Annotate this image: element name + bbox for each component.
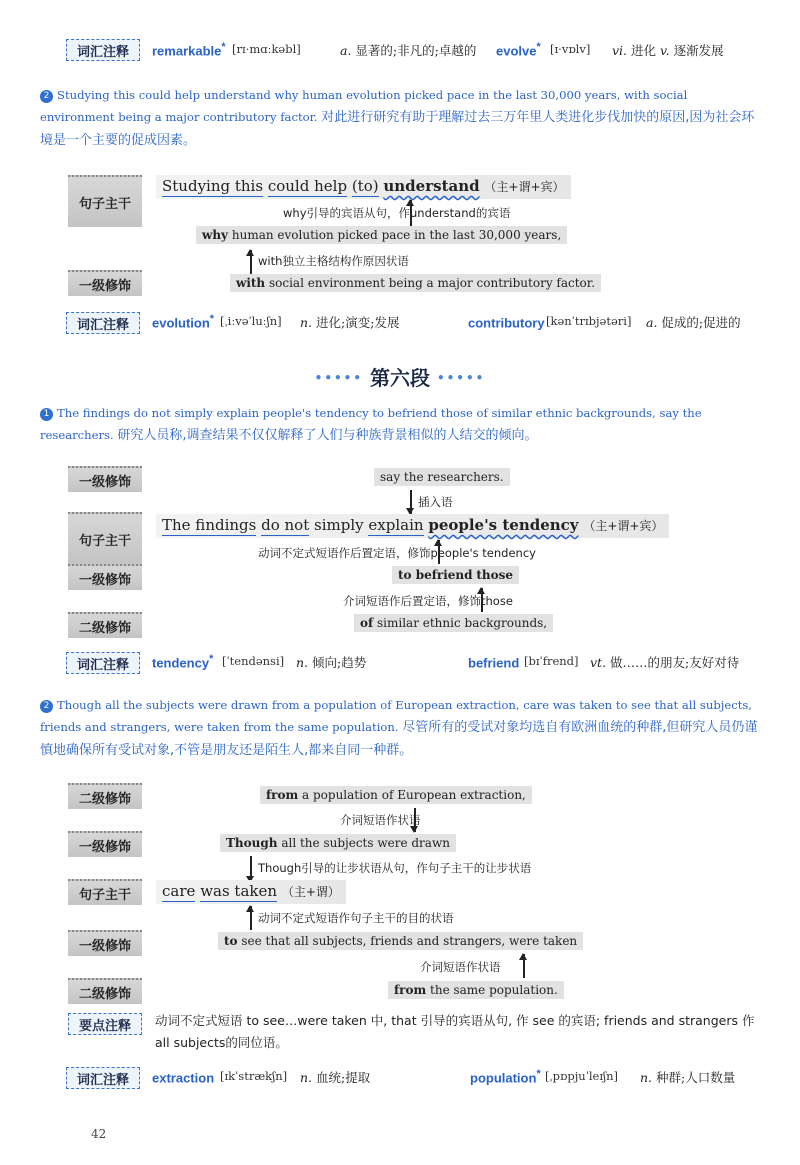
keypoint-text: 动词不定式短语 to see…were taken 中, that 引导的宾语从句, 作 see 的宾语; friends and strangers 作 all subjects的同位语。 [155,1013,755,1050]
vocab-label: 词汇注释 [66,1067,140,1089]
vocab-word: evolve* [496,41,541,59]
number-badge: 1 [40,408,53,421]
number-badge: 2 [40,700,53,713]
note-purpose: 动词不定式短语作句子主干的目的状语 [258,911,454,925]
note-parenthesis: 插入语 [418,495,453,509]
note-with-clause: with独立主格结构作原因状语 [258,254,409,268]
diagram-main-line [156,880,346,904]
vocab-gloss: n. 进化;演变;发展 [300,315,400,330]
vocab-gloss: n. 倾向;趋势 [296,655,367,670]
paragraph-english: Though all the subjects were drawn from a population of European extraction, care was taken to see that all subjects, friends and strangers, were taken from the same population. [40,698,752,734]
vocab-gloss: vi. 进化 v. 逐渐发展 [612,43,724,58]
paragraph-english: Studying this could help understand why human evolution picked pace in the last 30,000 years, with social environment being a major contributory factor. [40,88,688,124]
down-arrow [250,856,252,882]
subject: The findings [162,516,257,534]
to-word: (to) [351,177,379,195]
paragraph-chinese: 对此进行研究有助于理解过去三万年里人类进化步伐加快的原因,因为社会环境是一个主要的促成因素。 [40,110,755,148]
vocab-word: contributory [468,315,545,331]
object-verb: understand [383,177,480,195]
vocab-word: befriend [468,655,520,671]
clause-say: say the researchers. [374,468,510,486]
clause-though: Though all the subjects were drawn [220,834,456,852]
clause-befriend: to befriend those [392,566,519,584]
label-main: 句子主干 [68,879,142,905]
paragraph-chinese: 研究人员称,调查结果不仅仅解释了人们与种族背景相似的人结交的倾向。 [117,428,538,443]
clause-with: with social environment being a major contributory factor. [230,274,601,292]
label-lvl1: 一级修饰 [68,466,142,492]
vocab-gloss: n. 种群;人口数量 [640,1070,736,1085]
paragraph-english: The findings do not simply explain people's tendency to befriend those of similar ethnic backgrounds, say the researchers. [40,406,702,442]
vocab-label: 词汇注释 [66,312,140,334]
note-concession: Though引导的让步状语从句，作句子主干的让步状语 [258,861,532,875]
vocab-gloss: vt. 做……的朋友;友好对待 [590,655,740,670]
paragraph-chinese: 尽管所有的受试对象均选自有欧洲血统的种群,但研究人员仍谨慎地确保所有受试对象,不管是朋友还是陌生人,都来自同一种群。 [40,720,758,758]
keypoint-label: 要点注释 [68,1013,142,1035]
up-arrow [250,906,252,930]
object: people's tendency [428,516,579,534]
paragraph-2 [40,84,762,152]
decorative-dots: ••••• [314,371,364,385]
note-adverbial-2: 介词短语作状语 [420,960,501,974]
diagram-main-line [156,175,571,199]
note-prep-phrase: 介词短语作后置定语，修饰those [343,594,513,608]
label-lvl1: 一级修饰 [68,831,142,857]
vocab-word: population* [470,1068,541,1086]
vocab-gloss: a. 促成的;促进的 [646,315,741,330]
section-title [0,362,800,391]
number-badge: 2 [40,90,53,103]
vocab-pron: [kənˈtrɪbjətəri] [546,314,632,328]
label-main: 句子主干 [68,175,142,227]
page-number: 42 [91,1127,107,1141]
label-lvl1: 一级修饰 [68,270,142,296]
vocab-word: tendency* [152,653,214,671]
vocab-pron: [bɪˈfrend] [524,654,579,668]
vocab-gloss: a. 显著的;非凡的;卓越的 [340,43,477,58]
clause-of: of similar ethnic backgrounds, [354,614,553,632]
label-lvl1: 一级修饰 [68,564,142,590]
vocab-gloss: n. 血统;提取 [300,1070,371,1085]
up-arrow [523,954,525,978]
note-infinitive: 动词不定式短语作后置定语，修饰people's tendency [258,546,536,560]
predicate: explain [368,516,424,534]
diagram-main-line [156,514,669,538]
label-lvl2: 二级修饰 [68,783,142,809]
structure-tag: （主+谓+宾） [484,180,565,194]
note-why-clause: why引导的宾语从句，作understand的宾语 [283,206,511,220]
up-arrow [250,250,252,274]
clause-why: why human evolution picked pace in the last 30,000 years, [196,226,567,244]
vocab-pron: [ˌpɒpjuˈleɪʃn] [545,1069,619,1083]
subject: Studying this [162,177,264,195]
vocab-word: evolution* [152,313,214,331]
down-arrow [410,490,412,514]
label-lvl1: 一级修饰 [68,930,142,956]
vocab-word: extraction [152,1070,215,1086]
paragraph-3 [40,694,765,762]
section-title-text: 第六段 [370,366,430,390]
adverb: simply [314,516,364,534]
paragraph-1 [40,402,765,447]
label-lvl2: 二级修饰 [68,612,142,638]
structure-tag: （主+谓+宾） [583,519,664,533]
decorative-dots: ••••• [436,371,486,385]
clause-from-population: from a population of European extraction, [260,786,532,804]
predicate: could help [267,177,348,195]
label-main: 句子主干 [68,512,142,564]
clause-to-see: to see that all subjects, friends and strangers, were taken [218,932,583,950]
vocab-pron: [ɪkˈstrækʃn] [220,1069,288,1083]
vocab-label: 词汇注释 [66,652,140,674]
vocab-pron: [rɪ·mɑːkəbl] [232,42,301,56]
vocab-pron: [ɪ·vɒlv] [550,42,591,56]
note-adverbial: 介词短语作状语 [340,813,421,827]
vocab-label: 词汇注释 [66,39,140,61]
clause-from-same: from the same population. [388,981,564,999]
structure-tag: （主+谓） [281,885,340,899]
vocab-pron: [ˈtendənsi] [222,654,285,668]
subject: care [162,882,196,900]
negation: do not [261,516,310,534]
vocab-word: remarkable* [152,41,226,59]
label-lvl2: 二级修饰 [68,978,142,1004]
vocab-pron: [ˌiːvəˈluːʃn] [220,314,282,328]
predicate: was taken [200,882,278,900]
